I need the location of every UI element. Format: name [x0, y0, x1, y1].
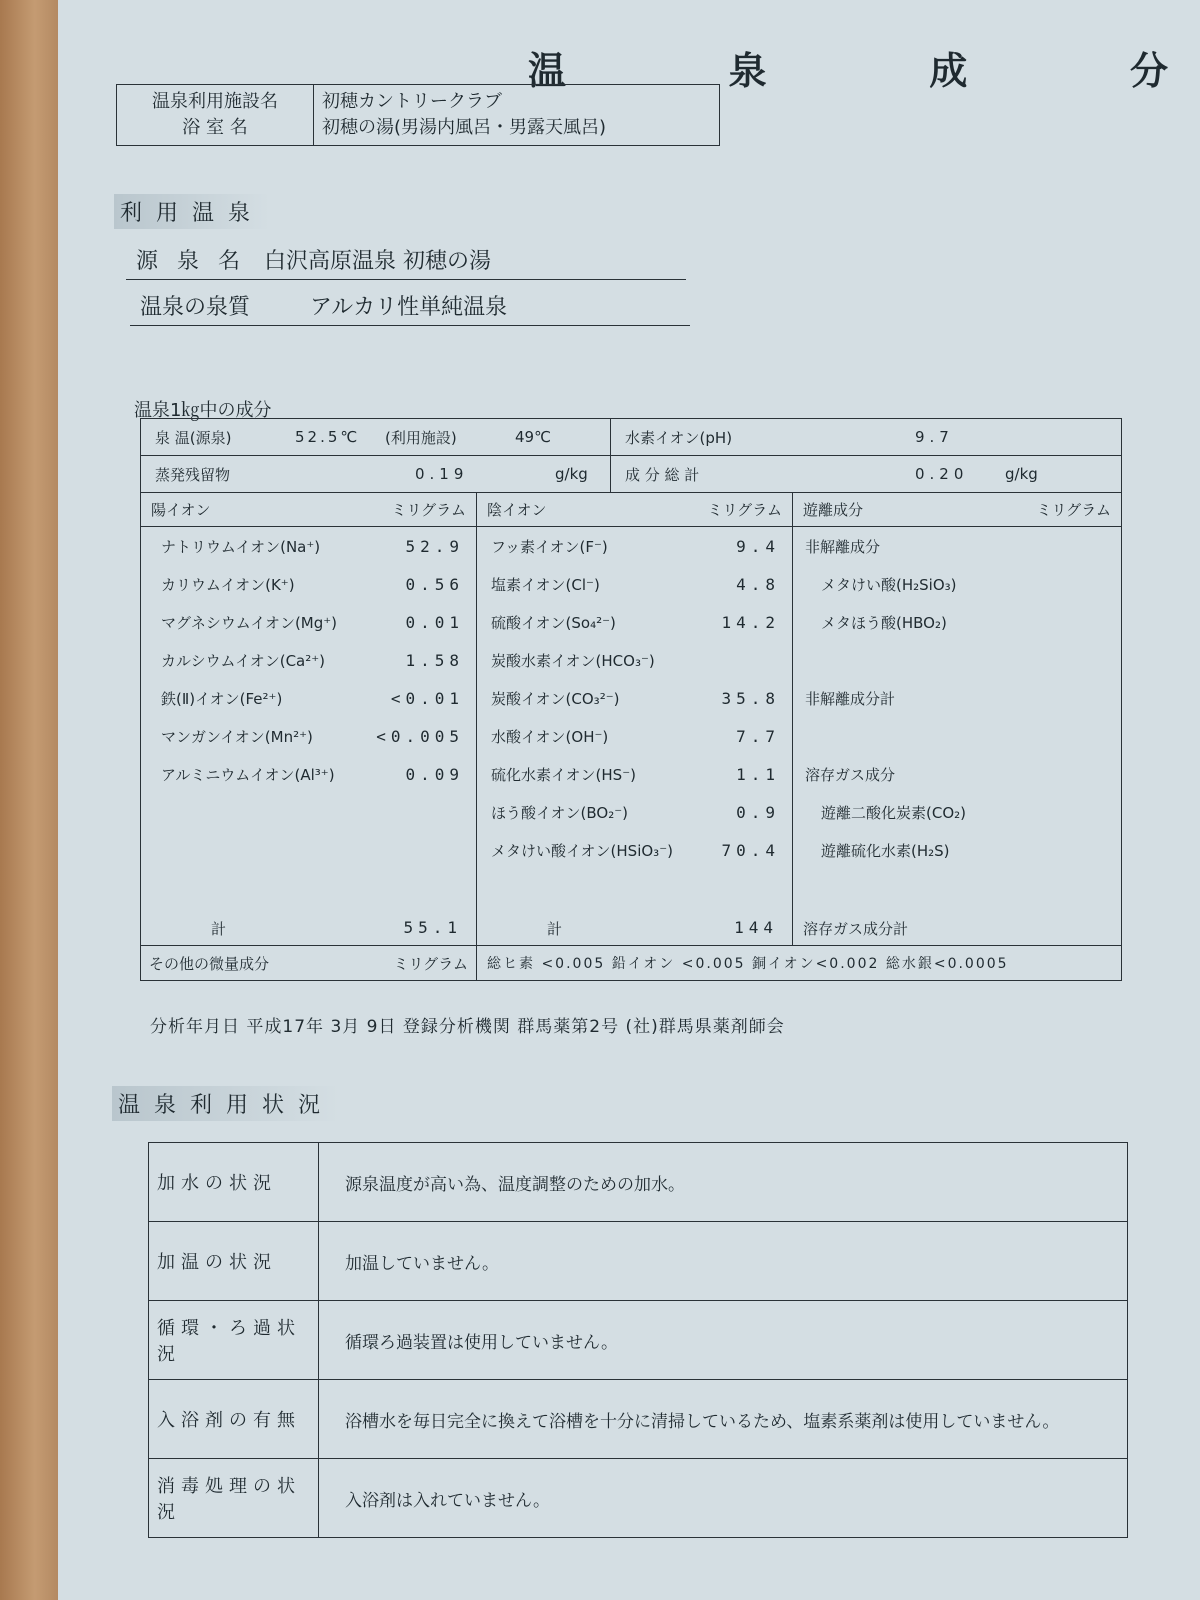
spring-quality-label: 温泉の泉質	[140, 295, 251, 320]
components-table	[140, 418, 1122, 981]
anion-value: 0.9	[736, 802, 780, 822]
usage-table	[148, 1142, 1128, 1538]
cation-row	[141, 565, 476, 603]
free-h2s-label: 遊離硫化水素(H₂S)	[821, 841, 950, 860]
usage-label: 入浴剤の有無	[149, 1380, 319, 1459]
facility-values	[314, 85, 720, 146]
trace-values: 総ヒ素 <0.005 鉛イオン <0.005 銅イオン<0.002 総水銀<0.0005	[487, 956, 1009, 972]
total-components-unit: g/kg	[1005, 465, 1038, 483]
cations-total-value: 55.1	[403, 918, 462, 937]
residue-row	[141, 456, 1121, 493]
facility-name-label: 温泉利用施設名	[152, 91, 278, 112]
residue-label: 蒸発残留物	[155, 465, 231, 484]
title-char: 成	[929, 49, 968, 93]
usage-label: 消毒処理の状況	[149, 1459, 319, 1538]
gas-total	[793, 918, 1121, 939]
anions-total	[477, 918, 792, 939]
anion-name: 塩素イオン(Cl⁻)	[491, 575, 600, 594]
anion-name: フッ素イオン(F⁻)	[491, 537, 608, 556]
anion-name: メタけい酸イオン(HSiO₃⁻)	[491, 841, 673, 860]
source-name-label: 源 泉 名	[136, 249, 246, 274]
trace-row	[141, 946, 1121, 980]
ph-label: 水素イオン(pH)	[625, 428, 733, 447]
trace-label-cell	[141, 946, 477, 980]
anion-row	[477, 603, 792, 641]
usage-body	[149, 1143, 1128, 1538]
cation-list	[141, 527, 476, 793]
residue-cell	[141, 456, 611, 492]
usage-row	[149, 1301, 1128, 1380]
metasilicic-acid-label: メタけい酸(H₂SiO₃)	[821, 575, 957, 594]
anion-name: ほう酸イオン(BO₂⁻)	[491, 803, 629, 822]
bathroom-name-value: 初穂の湯(男湯内風呂・男露天風呂)	[322, 117, 607, 138]
anion-row	[477, 527, 792, 565]
section-usage-heading: 温泉利用状況	[112, 1086, 340, 1121]
title-char: 泉	[728, 49, 767, 93]
anions-header	[477, 493, 792, 527]
usage-label: 加水の状況	[149, 1143, 319, 1222]
cations-total-label: 計	[211, 920, 227, 938]
anion-row	[477, 831, 792, 869]
nondissociated-label: 非解離成分	[805, 537, 881, 556]
cations-total	[141, 918, 476, 939]
anions-total-value: 144	[734, 918, 778, 937]
anion-row	[477, 641, 792, 679]
anion-name: 硫酸イオン(So₄²⁻)	[491, 613, 616, 632]
dissolved-gas-label: 溶存ガス成分	[805, 765, 896, 784]
usage-label: 加温の状況	[149, 1222, 319, 1301]
cation-value: 1.58	[405, 650, 464, 670]
anion-row	[477, 717, 792, 755]
total-components-label: 成 分 総 計	[625, 465, 700, 484]
ph-cell	[611, 419, 1121, 455]
facility-table	[116, 84, 720, 146]
bathroom-name-label: 浴 室 名	[182, 117, 248, 138]
residue-value: 0.19	[415, 465, 469, 483]
anion-row	[477, 565, 792, 603]
residue-unit: g/kg	[555, 465, 588, 483]
spacer	[793, 641, 1121, 679]
trace-label: その他の微量成分	[149, 954, 270, 973]
anions-column	[477, 493, 793, 945]
anion-name: 硫化水素イオン(HS⁻)	[491, 765, 636, 784]
title-char: 温	[528, 49, 567, 93]
anion-value: 9.4	[736, 536, 780, 556]
cation-value: 52.9	[405, 536, 464, 556]
anions-total-label: 計	[547, 920, 563, 938]
cation-row	[141, 717, 476, 755]
ion-grid	[141, 493, 1121, 946]
cation-name: カリウムイオン(K⁺)	[161, 575, 295, 594]
cations-header-label: 陽イオン	[151, 501, 211, 519]
free-components-column	[793, 493, 1121, 945]
source-name-line	[126, 244, 686, 280]
anion-value: 4.8	[736, 574, 780, 594]
anion-value: 35.8	[721, 688, 780, 708]
spacer	[793, 717, 1121, 755]
anions-header-label: 陰イオン	[487, 501, 547, 519]
metaboric-acid-label: メタほう酸(HBO₂)	[821, 613, 947, 632]
anion-row	[477, 793, 792, 831]
usage-label: 循環・ろ過状況	[149, 1301, 319, 1380]
ph-value: 9.7	[915, 428, 954, 446]
source-name-value: 白沢高原温泉 初穂の湯	[264, 249, 491, 274]
cation-name: マグネシウムイオン(Mg⁺)	[161, 613, 338, 632]
total-components-cell	[611, 456, 1121, 492]
free-header-label: 遊離成分	[803, 501, 864, 519]
anion-value: 1.1	[736, 764, 780, 784]
cations-unit: ミリグラム	[391, 501, 466, 519]
free-unit: ミリグラム	[1036, 501, 1111, 519]
anion-value: 70.4	[721, 840, 780, 860]
free-header	[793, 493, 1121, 527]
cation-row	[141, 755, 476, 793]
anion-value: 7.7	[736, 726, 780, 746]
spring-quality-line	[130, 290, 690, 326]
usage-value: 循環ろ過装置は使用していません。	[319, 1301, 1128, 1380]
cation-value: 0.09	[405, 764, 464, 784]
cation-name: マンガンイオン(Mn²⁺)	[161, 727, 313, 746]
usage-value: 加温していません。	[319, 1222, 1128, 1301]
section-spring-heading: 利用温泉	[114, 194, 270, 229]
spring-quality-value: アルカリ性単純温泉	[310, 295, 508, 320]
anion-name: 水酸イオン(OH⁻)	[491, 727, 609, 746]
cation-name: カルシウムイオン(Ca²⁺)	[161, 651, 326, 670]
anion-name: 炭酸イオン(CO₃²⁻)	[491, 689, 620, 708]
temperature-cell	[141, 419, 611, 455]
notice-board	[58, 0, 1200, 1600]
anion-name: 炭酸水素イオン(HCO₃⁻)	[491, 651, 655, 670]
usage-value: 入浴剤は入れていません。	[319, 1459, 1128, 1538]
cation-row	[141, 527, 476, 565]
nondissociated-total-label: 非解離成分計	[805, 689, 896, 708]
free-co2-label: 遊離二酸化炭素(CO₂)	[821, 803, 966, 822]
components-subtitle: 温泉1㎏中の成分	[134, 400, 272, 421]
usage-row	[149, 1222, 1128, 1301]
cations-header	[141, 493, 476, 527]
anion-row	[477, 755, 792, 793]
cation-value: <0.005	[376, 726, 464, 746]
facility-temp-label: (利用施設)	[385, 428, 457, 447]
anion-list	[477, 527, 792, 869]
usage-row	[149, 1143, 1128, 1222]
temperature-row	[141, 419, 1121, 456]
wood-frame	[0, 0, 58, 1600]
cation-value: <0.01	[390, 688, 464, 708]
cation-value: 0.56	[405, 574, 464, 594]
cations-column	[141, 493, 477, 945]
facility-labels	[117, 85, 314, 146]
cation-name: ナトリウムイオン(Na⁺)	[161, 537, 321, 556]
usage-row	[149, 1380, 1128, 1459]
facility-name-value: 初穂カントリークラブ	[322, 91, 502, 112]
cation-row	[141, 641, 476, 679]
cation-row	[141, 679, 476, 717]
title-char: 分	[1129, 49, 1168, 93]
usage-row	[149, 1459, 1128, 1538]
temperature-value: 52.5℃	[295, 428, 361, 446]
analysis-info: 分析年月日 平成17年 3月 9日 登録分析機関 群馬薬第2号 (社)群馬県薬剤師会	[150, 1017, 785, 1037]
anion-row	[477, 679, 792, 717]
temperature-label: 泉 温(源泉)	[155, 428, 232, 447]
usage-value: 浴槽水を毎日完全に換えて浴槽を十分に清掃しているため、塩素系薬剤は使用していません。	[319, 1380, 1128, 1459]
cation-row	[141, 603, 476, 641]
anions-unit: ミリグラム	[707, 501, 782, 519]
cation-name: 鉄(Ⅱ)イオン(Fe²⁺)	[161, 689, 283, 708]
trace-unit: ミリグラム	[393, 954, 468, 973]
facility-temp-value: 49℃	[515, 428, 551, 446]
gas-total-label: 溶存ガス成分計	[803, 920, 909, 938]
cation-name: アルミニウムイオン(Al³⁺)	[161, 765, 335, 784]
cation-value: 0.01	[405, 612, 464, 632]
usage-value: 源泉温度が高い為、温度調整のための加水。	[319, 1143, 1128, 1222]
anion-value: 14.2	[721, 612, 780, 632]
total-components-value: 0.20	[915, 465, 969, 483]
